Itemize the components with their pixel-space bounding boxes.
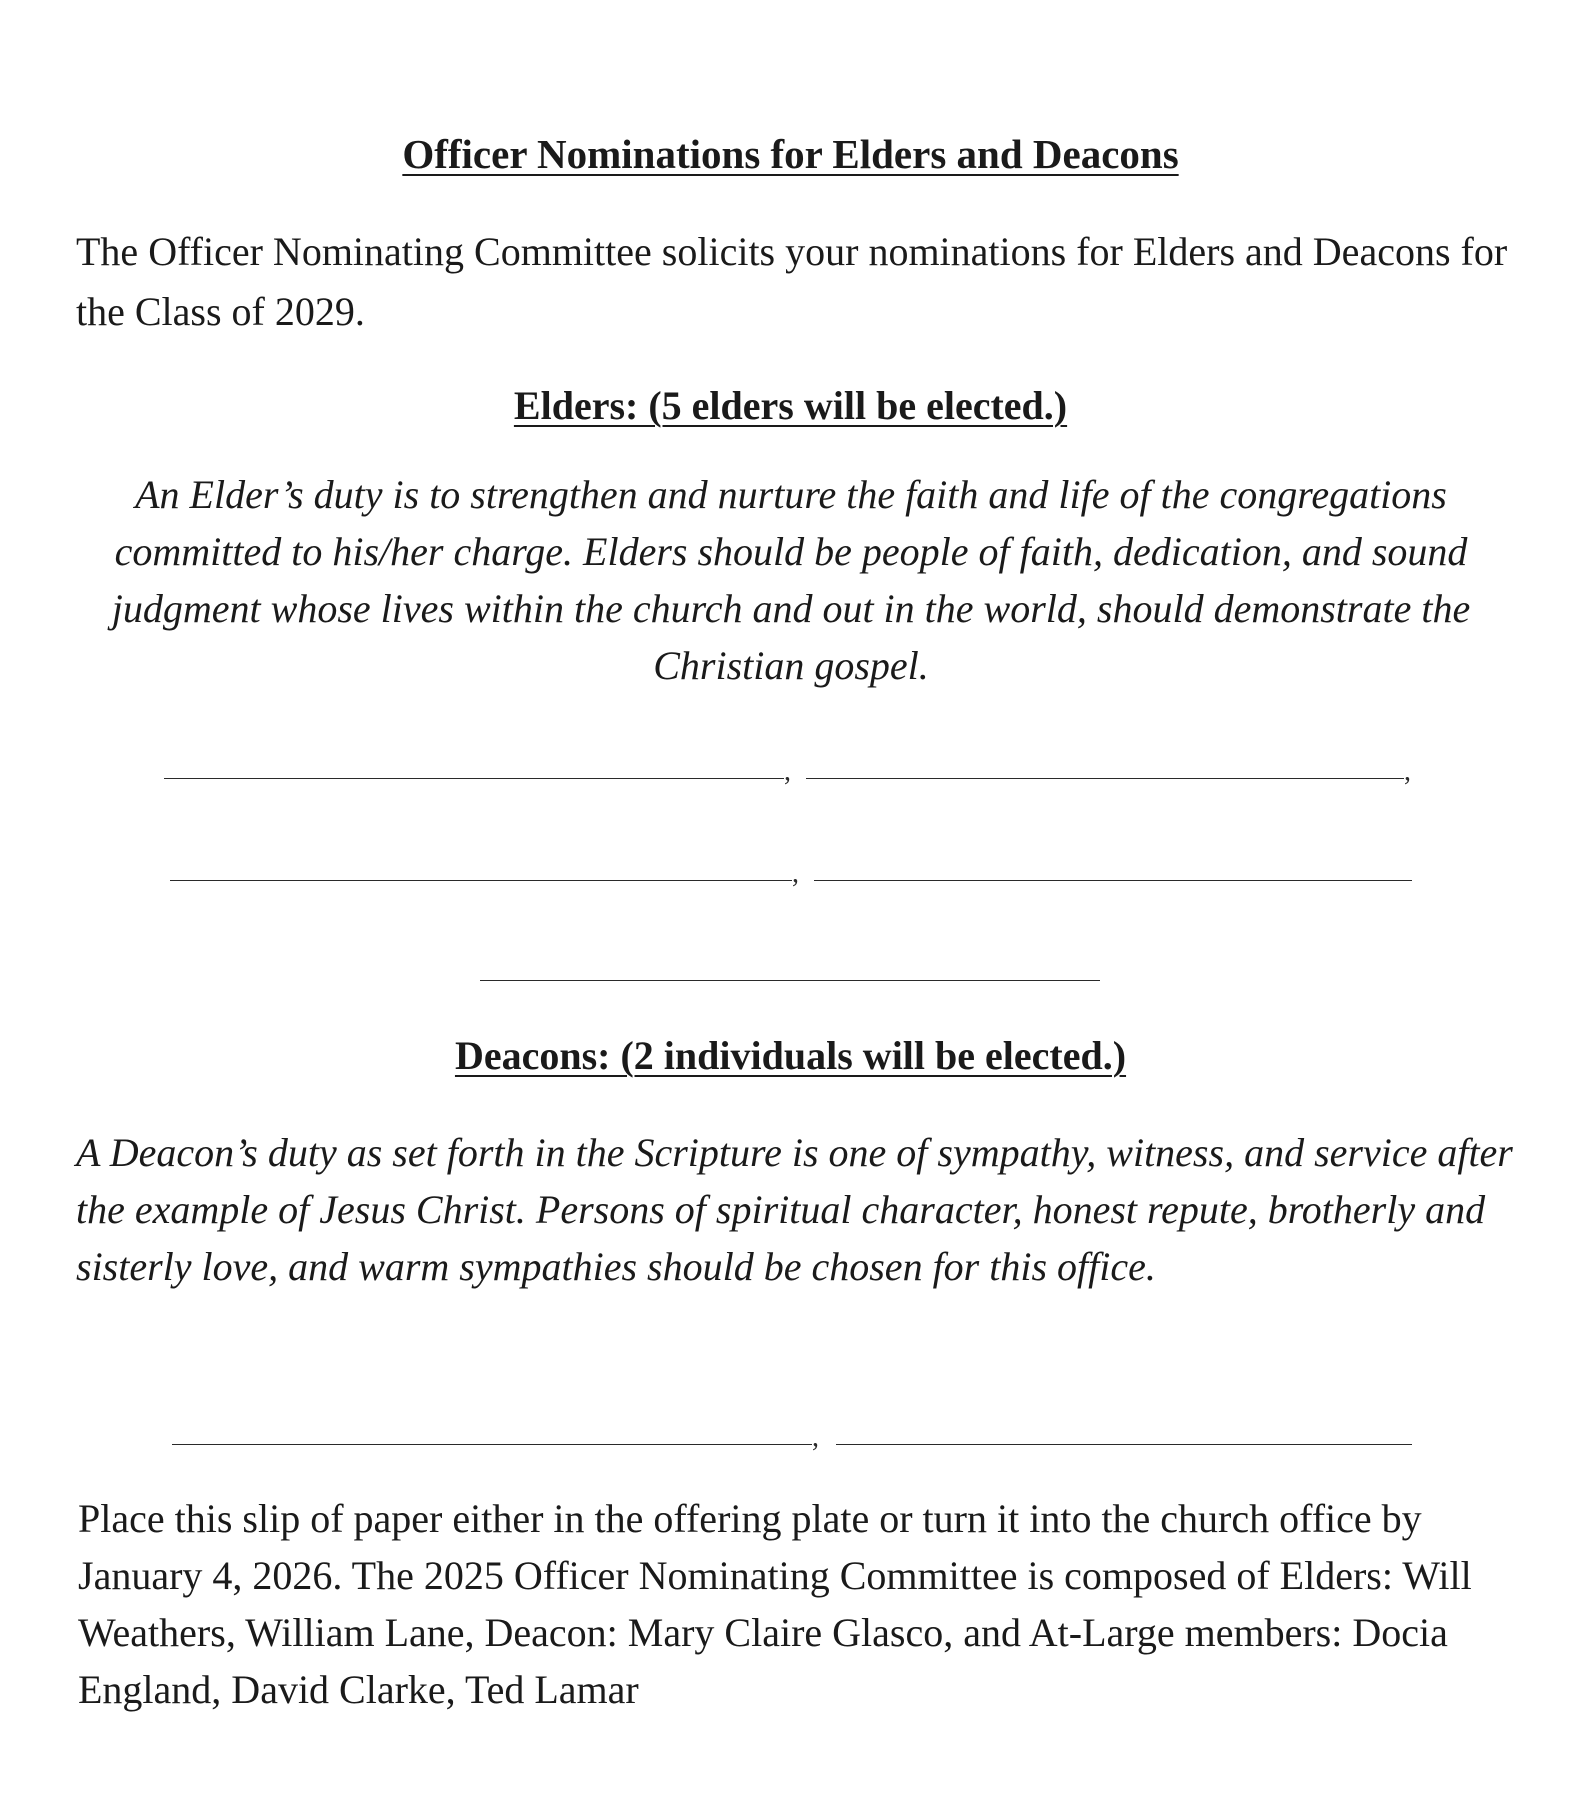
elder-separator-2: , [1404, 756, 1411, 787]
deacons-heading: Deacons: (2 individuals will be elected.) [454, 1033, 1127, 1078]
elders-description: An Elder’s duty is to strengthen and nurture the faith and life of the congregations committed to his/her charge. Elders should be people of faith, dedication, and sound judgment whose lives within the church and out in the world, should demonstrate the Christian gospel. [111, 472, 1471, 688]
instructions-paragraph: Place this slip of paper either in the offering plate or turn it into the church office by January 4, 2026. The 2025 Officer Nominating Committee is composed of Elders: Will Weathers, William Lane, Deacon: Mary Claire Glasco, and At-Large members: Docia England, David Clarke, Ted Lamar [78, 1496, 1472, 1712]
deacon-nomination-line-2[interactable] [836, 1444, 1412, 1445]
elder-nomination-line-5[interactable] [480, 980, 1100, 981]
deacon-nomination-line-1[interactable] [172, 1444, 812, 1445]
deacons-description: A Deacon’s duty as set forth in the Scripture is one of sympathy, witness, and service after the example of Jesus Christ. Persons of spiritual character, honest repute, brotherly and sisterly love, and warm sympathies should be chosen for this office. [76, 1130, 1513, 1289]
elder-separator-1: , [784, 756, 791, 787]
elder-nomination-line-1[interactable] [164, 778, 784, 779]
deacon-separator-1: , [812, 1422, 819, 1453]
page-title: Officer Nominations for Elders and Deacons [402, 131, 1179, 177]
elder-nomination-line-4[interactable] [814, 880, 1412, 881]
elder-nomination-line-2[interactable] [806, 778, 1404, 779]
intro-paragraph: The Officer Nominating Committee solicits your nominations for Elders and Deacons for the Class of 2029. [76, 229, 1508, 334]
elders-heading: Elders: (5 elders will be elected.) [513, 383, 1068, 428]
elder-nomination-line-3[interactable] [170, 880, 792, 881]
elder-separator-3: , [792, 858, 799, 889]
